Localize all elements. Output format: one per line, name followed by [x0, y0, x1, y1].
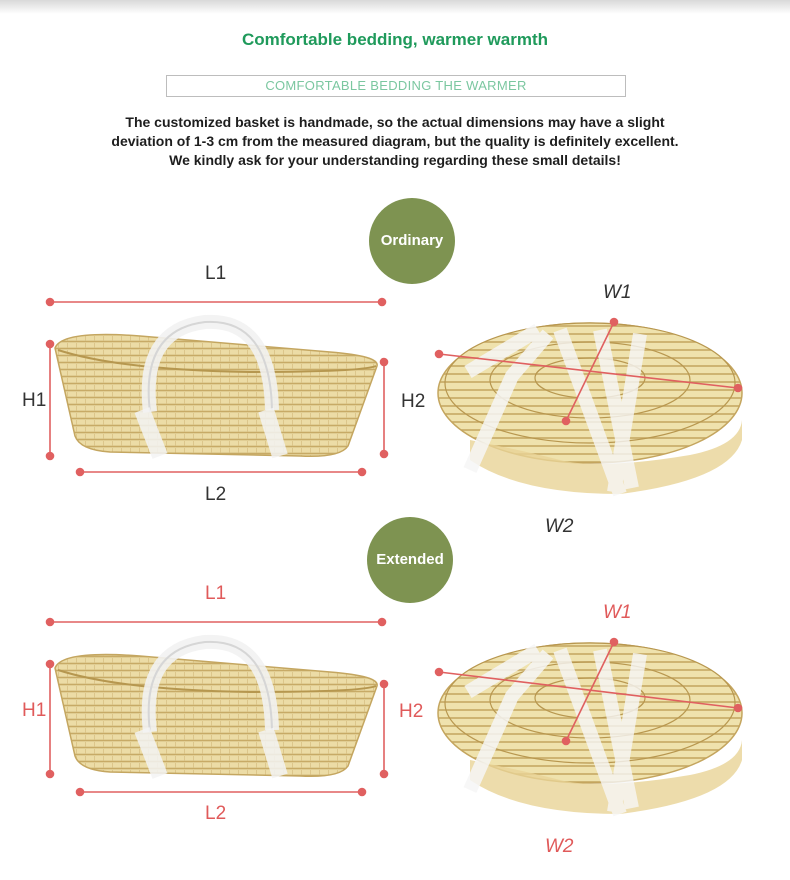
extended-label-w2: W2 — [545, 836, 574, 857]
ordinary-label-w1: W1 — [603, 282, 632, 303]
subtitle-text: COMFORTABLE BEDDING THE WARMER — [265, 78, 527, 93]
page-title: Comfortable bedding, warmer warmth — [241, 30, 549, 49]
extended-label-l1: L1 — [205, 583, 227, 604]
ordinary-top-basket — [438, 323, 742, 494]
ordinary-label-h1: H1 — [22, 390, 47, 411]
ordinary-label-l2: L2 — [205, 484, 227, 505]
extended-label-w1: W1 — [603, 602, 632, 623]
extended-label-l2: L2 — [205, 803, 227, 824]
ordinary-side-basket — [55, 322, 377, 456]
extended-top-basket — [438, 643, 742, 814]
ordinary-label-l1: L1 — [205, 263, 227, 284]
ordinary-badge: Ordinary — [369, 198, 455, 284]
ordinary-label-w2: W2 — [545, 516, 574, 537]
extended-label-h1: H1 — [22, 700, 47, 721]
extended-badge: Extended — [367, 517, 453, 603]
handmade-notice: The customized basket is handmade, so the actual dimensions may have a slight deviation of 1-3 cm from the measured diagram, but the quality is definitely excellent. We kindly ask for your understanding regarding these small details! — [111, 114, 679, 168]
extended-label-h2: H2 — [399, 701, 424, 722]
extended-side-basket — [55, 642, 377, 776]
ordinary-label-h2: H2 — [401, 391, 426, 412]
